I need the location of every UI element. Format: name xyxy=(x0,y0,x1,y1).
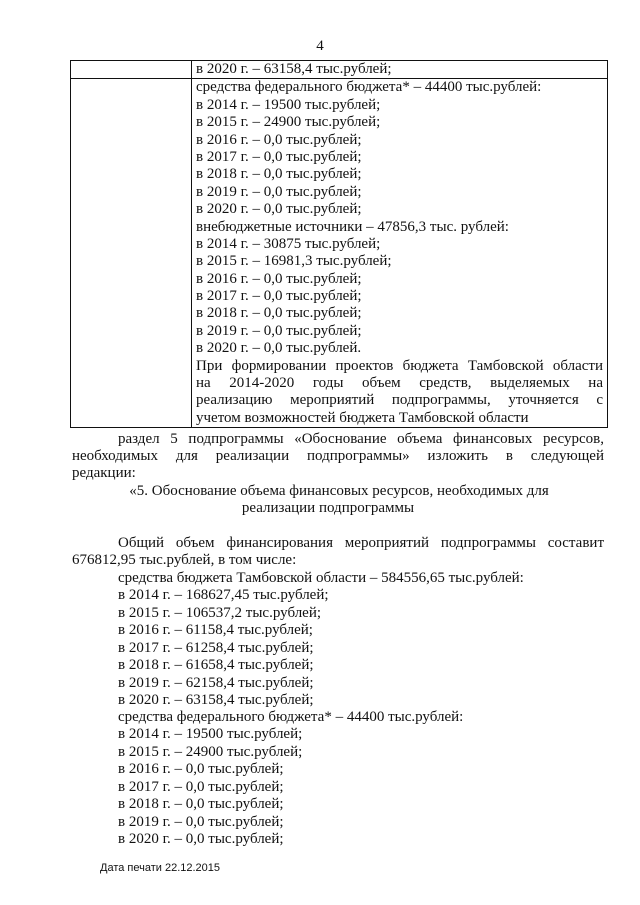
year-line: в 2016 г. – 0,0 тыс.рублей; xyxy=(118,761,284,777)
table-cell-empty xyxy=(71,79,192,428)
table-note-line: При формировании проектов бюджета Тамбовской области xyxy=(196,357,603,374)
table-line: в 2020 г. – 63158,4 тыс.рублей; xyxy=(196,61,392,77)
table-note-line: реализацию мероприятий подпрограммы, уточняется с xyxy=(196,392,603,409)
federal-budget-header: средства федерального бюджета* – 44400 тыс.рублей: xyxy=(118,709,464,725)
table-cell xyxy=(192,79,608,428)
section-intro-line: необходимых для реализации подпрограммы» изложить в следующей xyxy=(72,448,604,464)
page-number: 4 xyxy=(316,38,324,54)
year-line: в 2018 г. – 0,0 тыс.рублей; xyxy=(118,796,284,812)
section-heading-line: реализации подпрограммы xyxy=(241,500,415,516)
total-para-line: Общий объем финансирования мероприятий подпрограммы составит xyxy=(118,535,604,551)
table-note-line: на 2014-2020 годы объем средств, выделяемых на xyxy=(196,375,603,392)
table-line: в 2015 г. – 24900 тыс.рублей; xyxy=(196,114,381,131)
table-note-line: учетом возможностей бюджета Тамбовской области xyxy=(196,409,529,426)
table-line: в 2014 г. – 19500 тыс.рублей; xyxy=(196,96,381,113)
table-line: в 2015 г. – 16981,3 тыс.рублей; xyxy=(196,253,392,270)
year-line: в 2017 г. – 61258,4 тыс.рублей; xyxy=(118,639,314,656)
section-heading-line: «5. Обоснование объема финансовых ресурсов, необходимых для xyxy=(129,483,549,499)
year-line: в 2016 г. – 61158,4 тыс.рублей; xyxy=(118,622,313,638)
year-line: в 2018 г. – 61658,4 тыс.рублей; xyxy=(118,657,314,673)
year-line: в 2015 г. – 106537,2 тыс.рублей; xyxy=(118,604,322,621)
table-line: внебюджетные источники – 47856,3 тыс. рублей: xyxy=(196,218,509,235)
table-cell xyxy=(192,61,608,79)
financing-table xyxy=(70,60,608,428)
table-line: в 2019 г. – 0,0 тыс.рублей; xyxy=(196,183,362,200)
section-intro-line: редакции: xyxy=(72,465,136,481)
table-line: средства федерального бюджета* – 44400 тыс.рублей: xyxy=(196,79,542,96)
year-line: в 2014 г. – 19500 тыс.рублей; xyxy=(118,726,303,742)
table-line: в 2018 г. – 0,0 тыс.рублей; xyxy=(196,305,362,322)
table-line: в 2016 г. – 0,0 тыс.рублей; xyxy=(196,270,362,287)
year-line: в 2019 г. – 0,0 тыс.рублей; xyxy=(118,813,284,830)
regional-budget-header: средства бюджета Тамбовской области – 584556,65 тыс.рублей: xyxy=(118,570,524,586)
funding-lines xyxy=(196,79,603,357)
table-line: в 2020 г. – 0,0 тыс.рублей. xyxy=(196,340,362,357)
total-para-line: 676812,95 тыс.рублей, в том числе: xyxy=(72,552,297,568)
table-line: в 2017 г. – 0,0 тыс.рублей; xyxy=(196,148,362,165)
table-line: в 2018 г. – 0,0 тыс.рублей; xyxy=(196,166,362,183)
year-line: в 2019 г. – 62158,4 тыс.рублей; xyxy=(118,674,314,691)
year-line: в 2014 г. – 168627,45 тыс.рублей; xyxy=(118,587,329,603)
table-row xyxy=(71,61,608,79)
year-line: в 2017 г. – 0,0 тыс.рублей; xyxy=(118,778,284,795)
section-intro-line: раздел 5 подпрограммы «Обоснование объема финансовых ресурсов, xyxy=(118,431,604,447)
year-line: в 2020 г. – 63158,4 тыс.рублей; xyxy=(118,692,314,708)
year-line: в 2020 г. – 0,0 тыс.рублей; xyxy=(118,831,284,847)
table-cell-empty xyxy=(71,61,192,79)
table-line: в 2020 г. – 0,0 тыс.рублей; xyxy=(196,201,362,218)
table-line: в 2014 г. – 30875 тыс.рублей; xyxy=(196,235,381,252)
table-line: в 2017 г. – 0,0 тыс.рублей; xyxy=(196,288,362,305)
funding-note xyxy=(196,358,603,428)
year-line: в 2015 г. – 24900 тыс.рублей; xyxy=(118,743,303,760)
table-line: в 2019 г. – 0,0 тыс.рублей; xyxy=(196,322,362,339)
print-date-footer: Дата печати 22.12.2015 xyxy=(100,862,221,874)
table-line: в 2016 г. – 0,0 тыс.рублей; xyxy=(196,131,362,148)
table-row xyxy=(71,79,608,428)
